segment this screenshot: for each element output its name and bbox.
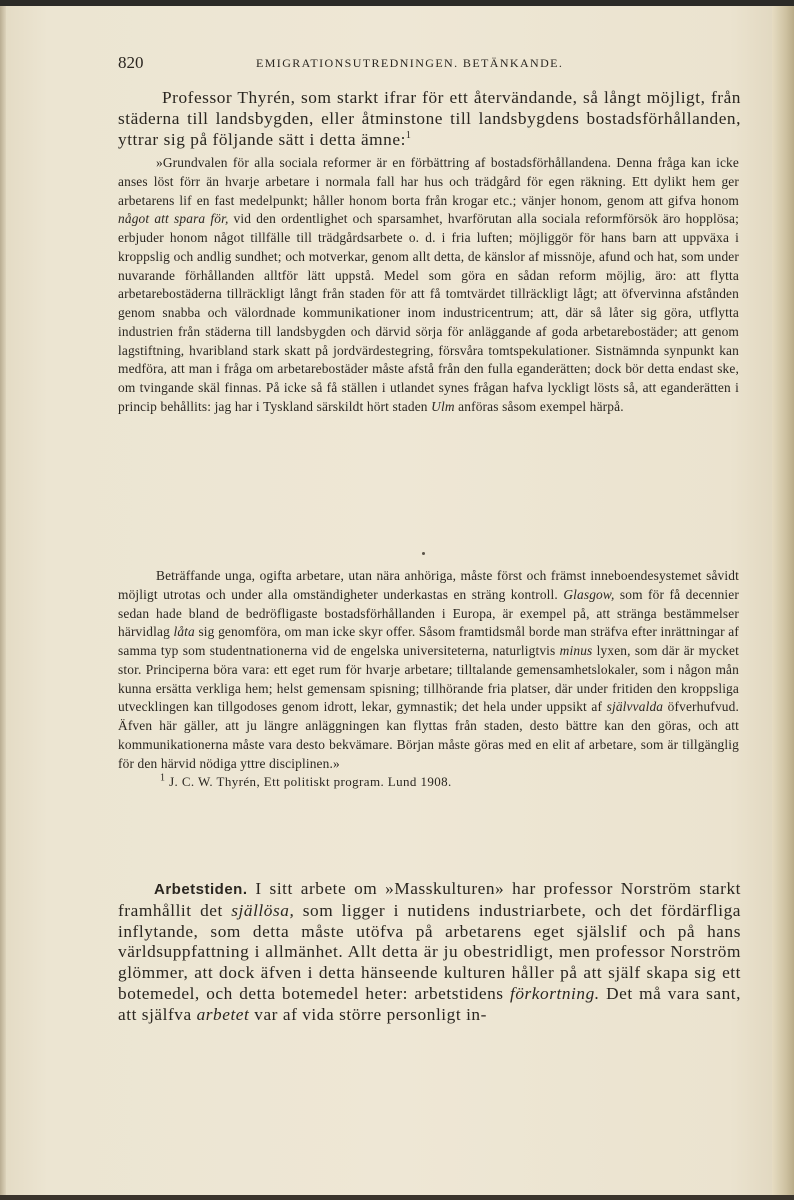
text-run: Det må vara sant, att själfva [118,983,741,1024]
intro-text: Professor Thyrén, som starkt ifrar för ett återvändande, så långt möjligt, från städerna till landsbygden, eller åtminstone till landsbygdens bostadsförhållanden, yttrar sig på följande sätt i detta ämne: [118,88,741,149]
footnote-mark: 1 [160,772,166,784]
text-run: I sitt arbete om »Masskulturen» har professor Norström starkt framhållit det [118,879,741,920]
text-run: Beträffande unga, ogifta arbetare, utan nära anhöriga, måste först och främst inneboendesystemet såvidt möjligt utrotas och under alla omständigheter underkastas en sträng kontroll. [118,568,739,602]
top-border [0,0,794,6]
page-spine-shadow [0,0,6,1200]
italic-run: Glasgow, [563,586,615,602]
running-title: EMIGRATIONSUTREDNINGEN. BETÄNKANDE. [256,56,564,70]
italic-run: låta [173,624,195,640]
quote-paragraph-2 [118,567,739,773]
page-number: 820 [118,53,144,72]
text-run: som ligger i nutidens industriarbete, och det fördärfliga inflytande, som detta måste utöfva på arbetarens eget själslif och på hans världsuppfattning i allmänhet. Allt detta är ju obestridligt, men professor Norström glömmer, att dock äfven i detta hänseende kulturen håller på att själf skapa sig ett botemedel, och detta botemedel heter: arbetstidens [118,900,741,1003]
italic-run: arbetet [196,1004,250,1024]
footnote [160,774,452,790]
text-run: var af vida större personligt in- [249,1004,487,1024]
text-run: lyxen, som där är mycket stor. Principerna böra vara: ett eget rum för hvarje arbetare; tilltalande gemensamhetslokaler, som i någon mån kunna ersätta verkliga hem; helst gemensam spisning; tillhörande fria platser, där under fritiden den kroppsliga utvecklingen kan tillgodoses genom idrott, lekar, gymnastik; det hela under uppsikt af [118,643,739,715]
section-heading: Arbetstiden. [154,881,248,898]
bottom-border [0,1195,794,1200]
italic-run: själlösa, [231,900,295,920]
text-run: öfverhufvud. Äfven här gäller, att ju längre anläggningen kan flyttas från staden, desto bättre kan den göras, och att kommunikationerna måste vara desto bekvämare. Början måste göras med en elit af arbetare, som är tillgänglig för den härvid nödiga yttre disciplinen.» [118,699,739,771]
italic-run: något att spara för, [118,211,229,227]
italic-run: minus [559,643,593,658]
text-run: som för få decennier sedan hade bland de bedröfligaste bostadsförhållanden i Europa, är exempel på, att stränga bestämmelser härvidlag [118,586,740,640]
text-run: anföras såsom exempel härpå. [454,398,624,414]
text-run: »Grundvalen för alla sociala reformer är en förbättring af bostadsförhållandena. Denna fråga kan icke anses löst förr än hvarje arbetare i normala fall har hus och trädgård för egen räkning. Ett dylikt hem ger arbetarens lif en fast medelpunkt; håller honom borta från krogar etc.; vänjer honom, genom att gifva honom [118,155,739,208]
print-speck [422,552,425,555]
page-fore-edge [772,0,794,1200]
intro-paragraph [118,88,741,150]
italic-run: förkortning. [509,983,600,1003]
text-run: sig genomföra, om man icke skyr offer. Såsom framtidsmål borde man sträfva efter inrättningar af samma typ som studentnationerna vid de engelska universiteterna, naturligtvis [118,624,739,658]
page-header [118,53,718,75]
footnote-text: J. C. W. Thyrén, Ett politiskt program. Lund 1908. [169,774,452,789]
italic-run: Ulm [431,398,455,414]
text-run: vid den ordentlighet och sparsamhet, hvarförutan alla sociala reformförsök äro hopplösa; erbjuder honom något tillfälle till trädgårdsarbete o. d. i fria luften; möjliggör för hans barn att uppväxa i kroppslig och andlig sundhet; och motverkar, genom allt detta, de känslor af missnöje, afund och hat, som under nuvarande förhållanden alltför lätt uppstå. Medel som göra en sådan reform möjlig, äro: att flytta arbetarebostäderna tillräckligt långt från staden för att få tomtvärdet tillräckligt lågt; att öfvervinna afstånden genom snabba och välordnade kommunikationer inom industricentrum; att, där så låter sig göra, utflytta industrien från städerna till landsbygden och därvid sörja för anläggande af goda arbetarebostäder; att genom lagstiftning, hvaribland stark skatt på jordvärdestegring, försvåra tomtspekulationer. Sistnämnda synpunkt kan medföra, att man i fråga om arbetarebostäder måste afstå från den fulla eganderätten; dock bör detta endast ske, om tvingande skäl finnas. På icke så få ställen i utlandet synes frågan hafva lyckligt lösts så, att eganderätten i princip behållits: jag har i Tyskland särskildt hört staden [118,211,739,414]
quote-paragraph-1 [118,154,739,417]
section-body [118,879,741,1024]
section-paragraph [118,879,741,1026]
italic-run: självvalda [606,699,664,715]
footnote-reference: 1 [405,129,412,141]
